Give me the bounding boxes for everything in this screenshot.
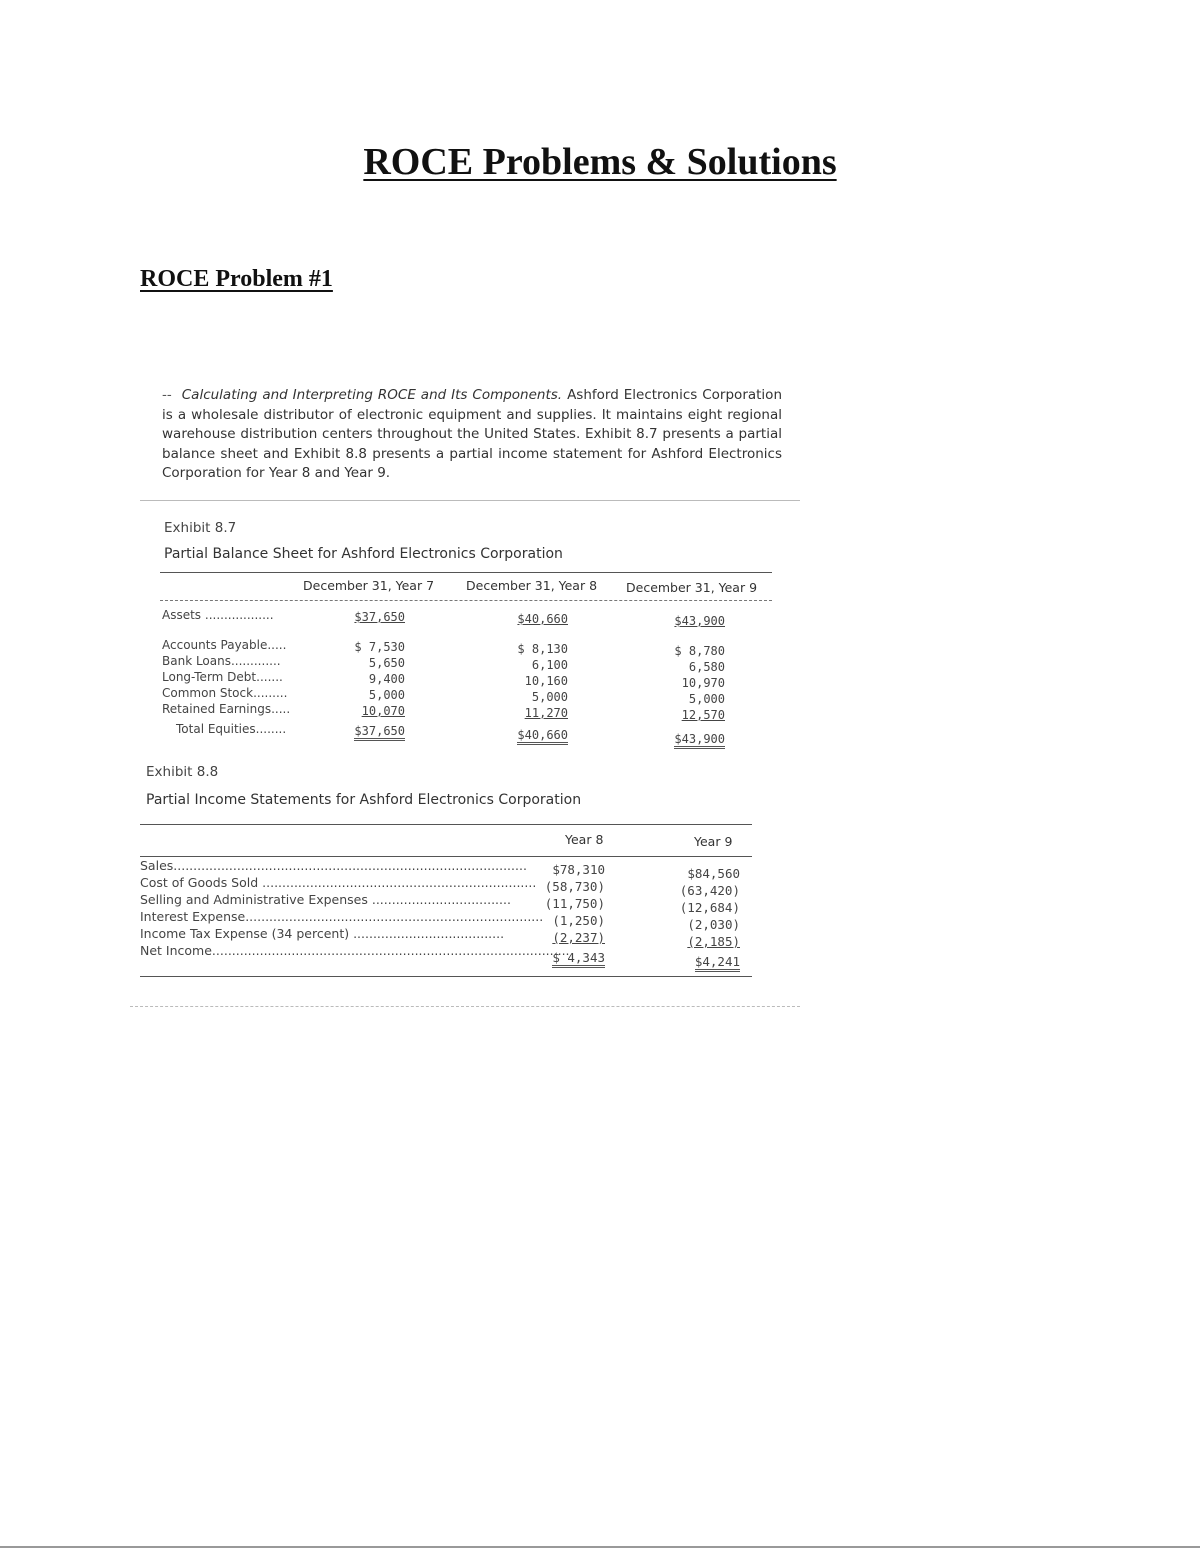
bs-cell: 10,160 xyxy=(524,674,568,688)
is-cell: (12,684) xyxy=(679,900,740,915)
is-row-label: Net Income.......................................................................................... xyxy=(140,943,570,958)
bs-cell: 12,570 xyxy=(681,708,725,722)
problem-body: Ashford Electronics Corporation is a wholesale distributor of electronic equipment and supplies. It maintains eight regional warehouse distribution centers throughout the United States. Exhibit 8.7 presents a partial balance sheet and Exhibit 8.8 presents a partial income statement for Ashford Electronics Corporation for Year 8 and Year 9. xyxy=(162,387,782,481)
page-title: ROCE Problems & Solutions xyxy=(363,141,837,183)
bs-total-label: Total Equities........ xyxy=(176,722,287,736)
is-row-label: Interest Expense........................................................................... xyxy=(140,909,544,924)
bs-col-header: December 31, Year 9 xyxy=(626,580,758,595)
exhibit-88-title: Partial Income Statements for Ashford Electronics Corporation xyxy=(146,792,582,808)
is-col-header: Year 9 xyxy=(694,834,733,849)
bs-row-label: Assets .................. xyxy=(162,608,274,622)
bs-total-cell: $37,650 xyxy=(335,724,405,738)
exhibit-88-label: Exhibit 8.8 xyxy=(146,764,219,780)
is-total-cell: $4,241 xyxy=(665,954,740,969)
bs-cell: 10,070 xyxy=(361,704,405,718)
exhibit-87-label: Exhibit 8.7 xyxy=(164,520,237,536)
is-cell: $78,310 xyxy=(552,862,605,877)
bs-cell: 10,970 xyxy=(681,676,725,690)
bs-row-label: Accounts Payable..... xyxy=(162,638,287,652)
divider xyxy=(140,976,752,977)
is-cell: (63,420) xyxy=(679,883,740,898)
problem-text xyxy=(162,386,782,484)
bs-cell: 6,100 xyxy=(531,658,568,672)
bs-cell: 5,000 xyxy=(368,688,405,702)
bs-cell: $ 7,530 xyxy=(354,640,405,654)
bs-cell: $40,660 xyxy=(517,612,568,626)
bs-cell: $37,650 xyxy=(354,610,405,624)
bs-cell: 9,400 xyxy=(368,672,405,686)
is-cell: (58,730) xyxy=(544,879,605,894)
is-cell: (2,237) xyxy=(552,930,605,945)
bs-cell: 5,000 xyxy=(688,692,725,706)
is-cell: (11,750) xyxy=(544,896,605,911)
is-col-header: Year 8 xyxy=(565,832,604,847)
is-row-label: Cost of Goods Sold ..................................................................... xyxy=(140,875,537,890)
bs-cell: 11,270 xyxy=(524,706,568,720)
bs-cell: $ 8,130 xyxy=(517,642,568,656)
bs-total-cell: $43,900 xyxy=(655,732,725,746)
bs-col-header: December 31, Year 7 xyxy=(303,578,435,593)
page-edge xyxy=(0,1546,1200,1548)
is-cell: (2,185) xyxy=(687,934,740,949)
bs-cell: 5,000 xyxy=(531,690,568,704)
is-cell: (2,030) xyxy=(687,917,740,932)
bs-cell: $43,900 xyxy=(674,614,725,628)
divider xyxy=(160,572,772,573)
bs-row-label: Retained Earnings..... xyxy=(162,702,291,716)
exhibit-87-title: Partial Balance Sheet for Ashford Electronics Corporation xyxy=(164,546,563,562)
bs-cell: 5,650 xyxy=(368,656,405,670)
divider xyxy=(160,600,772,601)
is-row-label: Selling and Administrative Expenses ................................... xyxy=(140,892,511,907)
divider xyxy=(130,1006,800,1007)
is-cell: (1,250) xyxy=(552,913,605,928)
problem-heading: ROCE Problem #1 xyxy=(140,266,333,292)
divider xyxy=(140,500,800,501)
bs-cell: $ 8,780 xyxy=(674,644,725,658)
is-row-label: Income Tax Expense (34 percent) ...................................... xyxy=(140,926,505,941)
divider xyxy=(140,856,752,857)
bs-total-cell: $40,660 xyxy=(498,728,568,742)
bs-row-label: Common Stock......... xyxy=(162,686,288,700)
bs-cell: 6,580 xyxy=(688,660,725,674)
is-cell: $84,560 xyxy=(687,866,740,881)
dash-mark: -- xyxy=(162,387,172,403)
bs-row-label: Long-Term Debt....... xyxy=(162,670,283,684)
bs-row-label: Bank Loans............. xyxy=(162,654,281,668)
problem-lead: Calculating and Interpreting ROCE and Its Components. xyxy=(181,387,563,403)
divider xyxy=(140,824,752,825)
is-row-label: Sales......................................................................................... xyxy=(140,858,527,873)
bs-col-header: December 31, Year 8 xyxy=(466,578,598,593)
is-total-cell: $ 4,343 xyxy=(530,950,605,965)
